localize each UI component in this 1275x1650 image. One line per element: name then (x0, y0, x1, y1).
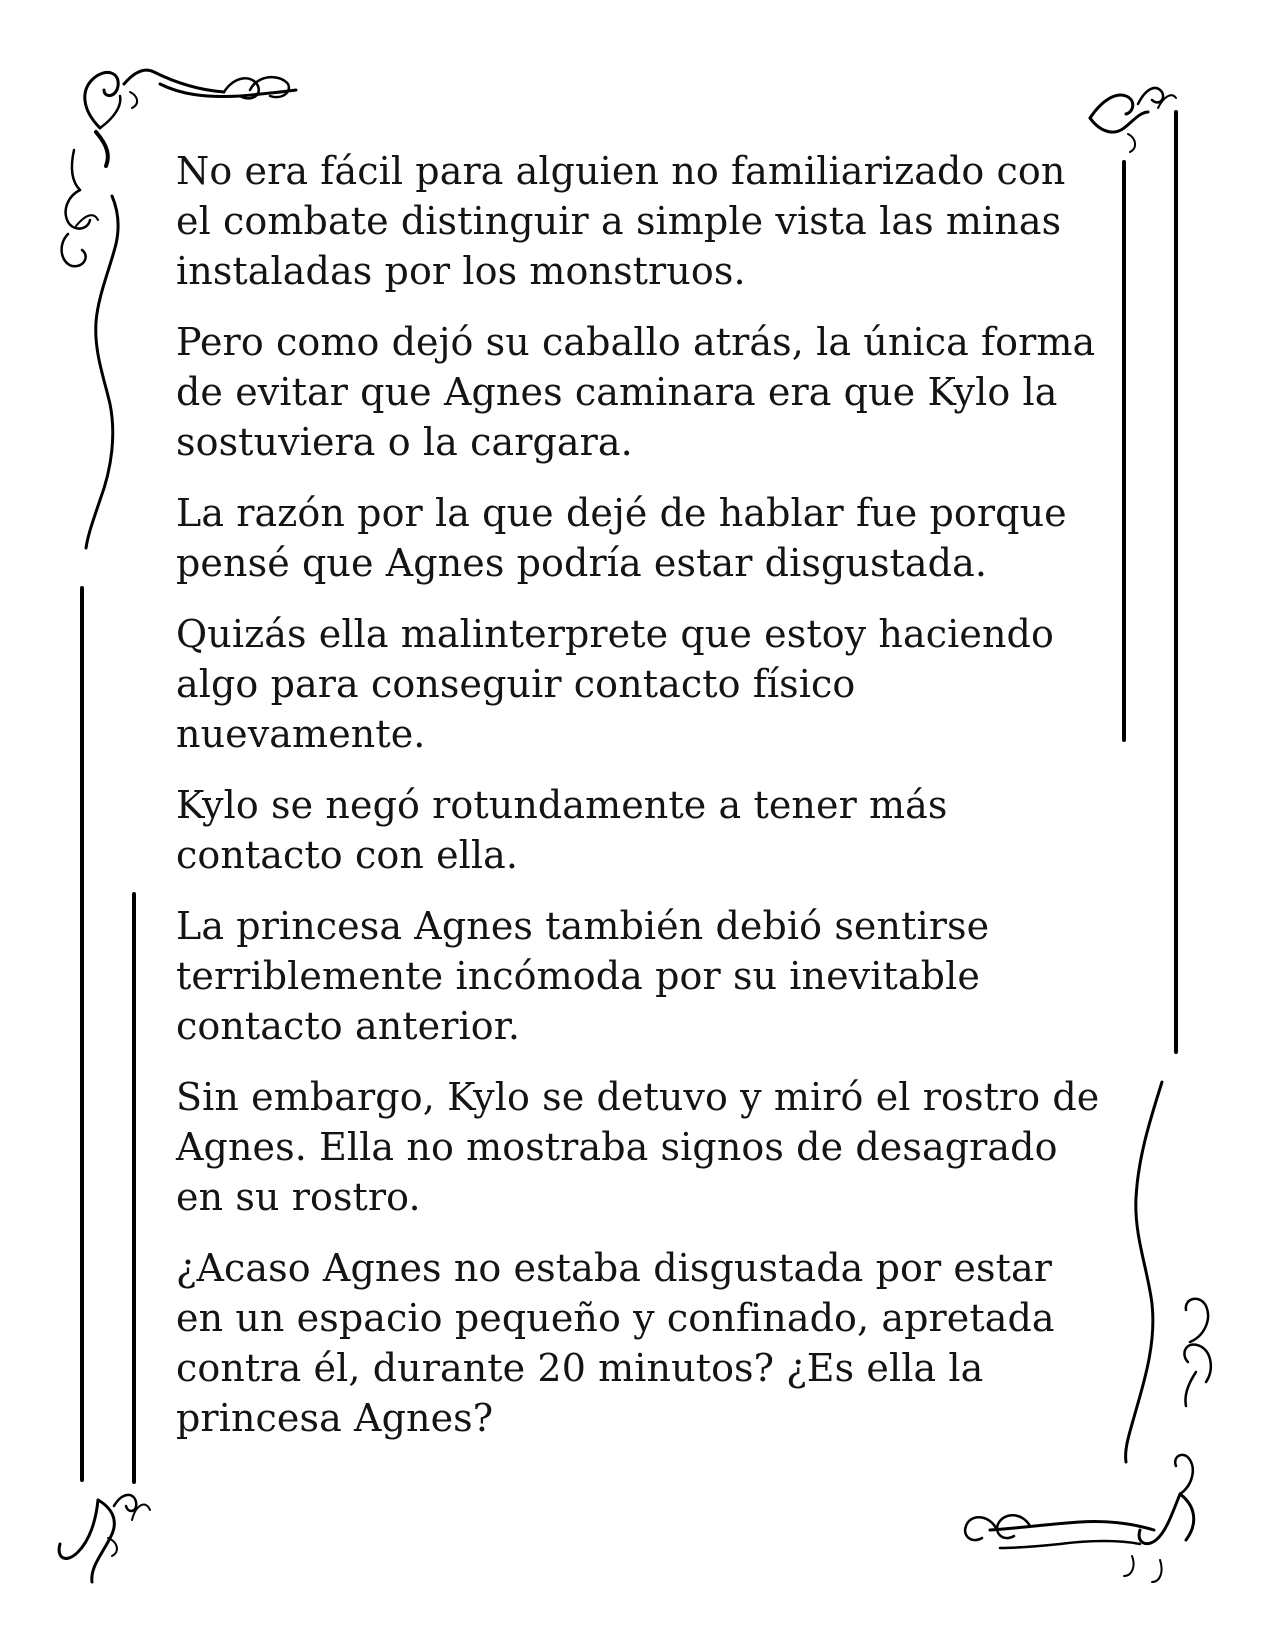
top-right-flourish (1090, 88, 1176, 152)
text-column (176, 146, 1106, 1464)
paragraph: La razón por la que dejé de hablar fue porque pensé que Agnes podría estar disgustada. (176, 491, 1067, 585)
paragraph: Pero como dejó su caballo atrás, la única forma de evitar que Agnes caminara era que Kylo la sostuviera o la cargara. (176, 320, 1096, 464)
paragraph: Sin embargo, Kylo se detuvo y miró el rostro de Agnes. Ella no mostraba signos de desagrado en su rostro. (176, 1075, 1100, 1219)
paragraph: ¿Acaso Agnes no estaba disgustada por estar en un espacio pequeño y confinado, apretada contra él, durante 20 minutos? ¿Es ella la princesa Agnes? (176, 1246, 1055, 1440)
paragraph: Kylo se negó rotundamente a tener más contacto con ella. (176, 783, 948, 877)
paragraph: La princesa Agnes también debió sentirse terriblemente incómoda por su inevitable contacto anterior. (176, 904, 990, 1048)
bottom-left-flourish (59, 1495, 150, 1582)
paragraph: No era fácil para alguien no familiarizado con el combate distinguir a simple vista las minas instaladas por los monstruos. (176, 149, 1066, 293)
paragraph: Quizás ella malinterprete que estoy haciendo algo para conseguir contacto físico nuevamente. (176, 612, 1054, 756)
